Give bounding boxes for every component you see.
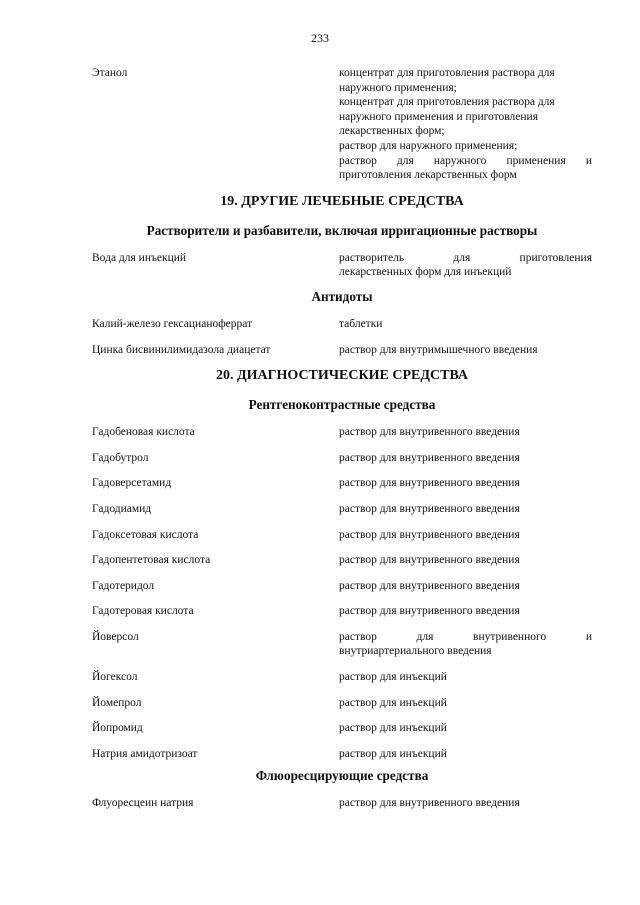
drug-form: раствор для внутривенного введения bbox=[339, 502, 520, 515]
drug-entry-ethanol bbox=[92, 66, 592, 183]
drug-name: Гадобеновая кислота bbox=[92, 426, 195, 439]
drug-entry bbox=[92, 630, 592, 659]
drug-form: раствор для внутривенного введения bbox=[339, 605, 520, 618]
drug-name: Гадодиамид bbox=[92, 502, 152, 515]
drug-entry bbox=[92, 579, 592, 594]
drug-form-line: наружного применения; bbox=[339, 81, 457, 94]
drug-form: раствор для инъекций bbox=[339, 671, 447, 684]
drug-form-line: раствор для внутривенного и bbox=[339, 630, 592, 643]
drug-form: раствор для внутривенного введения bbox=[339, 528, 520, 541]
drug-name: Йоверсол bbox=[92, 630, 139, 643]
drug-entry bbox=[92, 721, 592, 736]
drug-name: Этанол bbox=[92, 67, 128, 79]
drug-name: Вода для инъекций bbox=[92, 251, 187, 264]
subsection-solvents-title: Растворители и разбавители, включая ирригационные растворы bbox=[146, 222, 538, 238]
page-number: 233 bbox=[311, 31, 329, 45]
drug-name: Флуоресцеин натрия bbox=[92, 797, 194, 810]
document-body bbox=[92, 66, 592, 822]
drug-entry bbox=[92, 747, 592, 762]
drug-forms bbox=[339, 66, 592, 183]
drug-form-line: лекарственных форм; bbox=[339, 125, 445, 138]
drug-entry bbox=[92, 451, 592, 466]
section-19-title: 19. ДРУГИЕ ЛЕЧЕБНЫЕ СРЕДСТВА bbox=[220, 193, 464, 209]
drug-entry bbox=[92, 317, 592, 332]
drug-entry bbox=[92, 796, 592, 811]
drug-form: раствор для внутривенного введения bbox=[339, 477, 520, 490]
subsection-antidotes-title: Антидоты bbox=[311, 288, 373, 304]
drug-entry bbox=[92, 502, 592, 517]
drug-name: Йомепрол bbox=[92, 696, 142, 709]
drug-name: Гадоксетовая кислота bbox=[92, 528, 199, 541]
drug-name: Гадотеридол bbox=[92, 579, 155, 592]
drug-forms bbox=[339, 630, 592, 659]
drug-form: раствор для внутривенного введения bbox=[339, 451, 520, 464]
section-20-title: 20. ДИАГНОСТИЧЕСКИЕ СРЕДСТВА bbox=[215, 368, 469, 384]
drug-form-line: приготовления лекарственных форм bbox=[339, 169, 517, 182]
drug-form-line: лекарственных форм для инъекций bbox=[339, 266, 512, 279]
drug-entry bbox=[92, 251, 592, 280]
drug-form: раствор для внутривенного введения bbox=[339, 579, 520, 592]
drug-entry bbox=[92, 604, 592, 619]
drug-name: Гадоверсетамид bbox=[92, 477, 172, 490]
drug-name: Гадотеровая кислота bbox=[92, 605, 194, 618]
subsection-fluorescent-title: Флюоресцирующие средства bbox=[255, 768, 429, 784]
drug-form-line: внутриартериального введения bbox=[339, 645, 492, 658]
drug-form-line: концентрат для приготовления раствора для bbox=[339, 67, 555, 79]
drug-form-line: раствор для наружного применения и bbox=[339, 154, 592, 167]
drug-form: раствор для внутривенного введения bbox=[339, 426, 520, 439]
drug-name: Натрия амидотризоат bbox=[92, 747, 198, 760]
drug-form-line: наружного применения и приготовления bbox=[339, 110, 538, 123]
drug-form: раствор для инъекций bbox=[339, 722, 447, 735]
drug-form: раствор для инъекций bbox=[339, 696, 447, 709]
drug-entry bbox=[92, 425, 592, 440]
drug-form: раствор для инъекций bbox=[339, 747, 447, 760]
drug-forms bbox=[339, 251, 592, 280]
drug-form-line: концентрат для приготовления раствора для bbox=[339, 96, 555, 109]
drug-name: Калий-железо гексацианоферрат bbox=[92, 317, 253, 330]
drug-entry bbox=[92, 528, 592, 543]
drug-name: Гадобутрол bbox=[92, 451, 149, 464]
subsection-contrast-title: Рентгеноконтрастные средства bbox=[248, 397, 436, 413]
drug-form-line: растворитель для приготовления bbox=[339, 251, 592, 264]
drug-name: Йогексол bbox=[92, 671, 138, 684]
drug-entry bbox=[92, 476, 592, 491]
drug-entry bbox=[92, 670, 592, 685]
drug-entry bbox=[92, 343, 592, 358]
drug-form: раствор для внутримышечного введения bbox=[339, 343, 538, 356]
drug-form: раствор для внутривенного введения bbox=[339, 797, 520, 810]
drug-name: Йопромид bbox=[92, 722, 143, 735]
drug-entry bbox=[92, 696, 592, 711]
drug-form: таблетки bbox=[339, 317, 383, 330]
drug-entry bbox=[92, 553, 592, 568]
drug-name: Цинка бисвинилимидазола диацетат bbox=[92, 343, 271, 356]
drug-form: раствор для внутривенного введения bbox=[339, 554, 520, 567]
drug-form-line: раствор для наружного применения; bbox=[339, 139, 518, 152]
drug-name: Гадопентетовая кислота bbox=[92, 554, 211, 567]
